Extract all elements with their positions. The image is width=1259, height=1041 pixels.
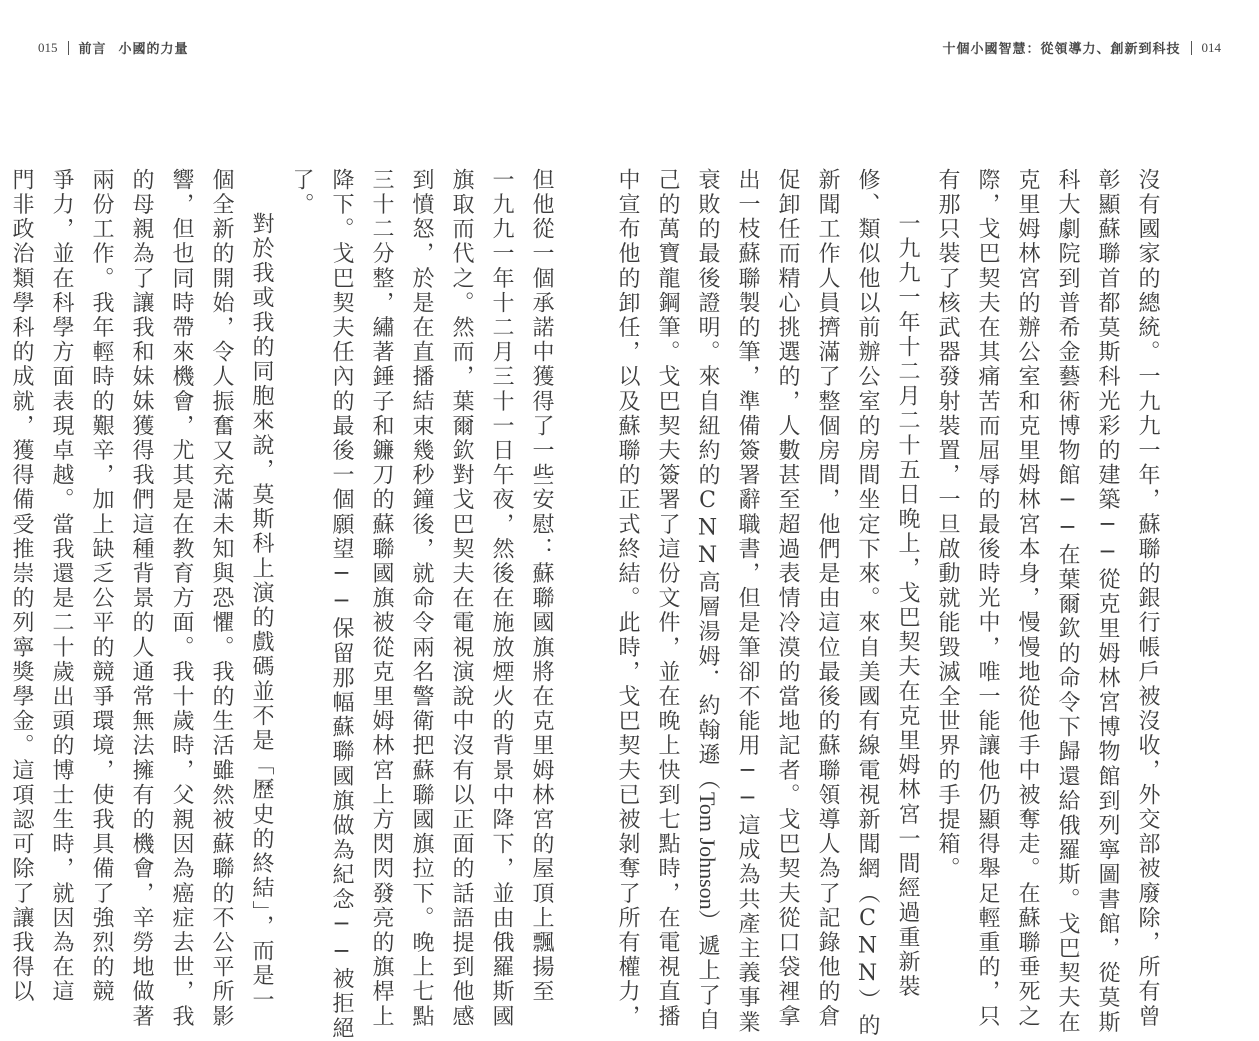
running-head-left bbox=[38, 38, 189, 57]
text-column: 兩份工作。我年輕時的艱辛，加上缺乏公平的競爭環境，使我具備了強烈的競 bbox=[89, 168, 114, 1005]
text-column: 促卸任而精心挑選的，人數甚至超過表情冷漠的當地記者。戈巴契夫從口袋裡拿 bbox=[775, 168, 800, 1029]
latin-text: Tom Johnson bbox=[695, 792, 720, 910]
running-head-right bbox=[942, 38, 1221, 57]
text-column: 沒有國家的總統。一九九一年，蘇聯的銀行帳戶被沒收，外交部被廢除，所有曾 bbox=[1135, 168, 1160, 1029]
text-column: 個全新的開始，令人振奮又充滿未知與恐懼。我的生活雖然被蘇聯的不公平所影 bbox=[209, 168, 234, 1029]
chapter-title bbox=[79, 38, 189, 57]
text-column: 衰敗的最後證明。來自紐約的CNN高層湯姆．約翰遜（Tom Johnson）遞上了自 bbox=[695, 168, 720, 1033]
text-column-paragraph-start: 對於我或我的同胞來說，莫斯科上演的戲碼並不是「歷史的終結」，而是一 bbox=[249, 212, 274, 1013]
text-column-paragraph-start: 一九九一年十二月二十五日晚上，戈巴契夫在克里姆林宮一間經過重新裝 bbox=[895, 212, 920, 1000]
text-column: 一九九一年十二月三十一日午夜，然後在施放煙火的背景中降下，並由俄羅斯國 bbox=[489, 168, 514, 1029]
text-column: 到憤怒，於是在直播結束幾秒鐘後，就命令兩名警衛把蘇聯國旗拉下。晚上七點 bbox=[409, 168, 434, 1029]
text-column: 三十二分整，繡著錘子和鐮刀的蘇聯國旗被從克里姆林宮上方閃閃發亮的旗桿上 bbox=[369, 168, 394, 1029]
header-divider bbox=[68, 41, 69, 55]
page-body-right bbox=[615, 168, 1167, 1038]
text-column: 中宣布他的卸任，以及蘇聯的正式終結。此時，戈巴契夫已被剝奪了所有權力， bbox=[615, 168, 640, 1029]
page-body-left bbox=[9, 168, 561, 1041]
text-column: 彰顯蘇聯首都莫斯科光彩的建築──從克里姆林宮博物館到列寧圖書館，從莫斯 bbox=[1095, 168, 1120, 1035]
part-label: 前言 bbox=[78, 42, 107, 57]
chapter-name: 小國的力量 bbox=[118, 42, 189, 57]
text-column: 科大劇院到普希金藝術博物館──在葉爾欽的命令下歸還給俄羅斯。戈巴契夫在 bbox=[1055, 168, 1080, 1035]
text-column: 有那只裝了核武器發射裝置，一旦啟動就能毀滅全世界的手提箱。 bbox=[935, 168, 960, 882]
text-column: 新聞工作人員擠滿了整個房間，他們是由這位最後的蘇聯領導人為了記錄他的倉 bbox=[815, 168, 840, 1029]
text-column: 但他從一個承諾中獲得了一些安慰：蘇聯國旗將在克里姆林宮的屋頂上飄揚至 bbox=[529, 168, 554, 1005]
text-column: 修、類似他以前辦公室的房間坐定下來。來自美國有線電視新聞網（CNN）的 bbox=[855, 168, 880, 1038]
text-column: 出一枝蘇聯製的筆，準備簽署辭職書，但是筆卻不能用──這成為共產主義事業 bbox=[735, 168, 760, 1035]
text-column: 旗取而代之。然而，葉爾欽對戈巴契夫在電視演說中沒有以正面的話語提到他感 bbox=[449, 168, 474, 1029]
text-column: 爭力，並在科學方面表現卓越。當我還是二十歲出頭的博士生時，就因為在這 bbox=[49, 168, 74, 1005]
text-column: 的母親為了讓我和妹妹獲得我們這種背景的人通常無法擁有的機會，辛勞地做著 bbox=[129, 168, 154, 1029]
text-column: 門非政治類學科的成就，獲得備受推崇的列寧獎學金。這項認可除了讓我得以 bbox=[9, 168, 34, 1005]
text-column: 了。 bbox=[289, 168, 314, 218]
text-column: 響，但也同時帶來機會，尤其是在教育方面。我十歲時，父親因為癌症去世，我 bbox=[169, 168, 194, 1029]
page-number-left: 015 bbox=[38, 39, 58, 55]
text-column: 際，戈巴契夫在其痛苦而屈辱的最後時光中，唯一能讓他仍顯得舉足輕重的，只 bbox=[975, 168, 1000, 1029]
header-divider bbox=[1191, 41, 1192, 55]
text-column: 己的萬寶龍鋼筆。戈巴契夫簽署了這份文件，並在晚上快到七點時，在電視直播 bbox=[655, 168, 680, 1029]
book-title: 十個小國智慧：從領導力、創新到科技 bbox=[942, 42, 1181, 57]
page-number-right: 014 bbox=[1201, 39, 1221, 55]
text-column: 降下。戈巴契夫任內的最後一個願望──保留那幅蘇聯國旗做為紀念──被拒絕 bbox=[329, 168, 354, 1041]
text-column: 克里姆林宮的辦公室和克里姆林宮本身，慢慢地從他手中被奪走。在蘇聯垂死之 bbox=[1015, 168, 1040, 1029]
